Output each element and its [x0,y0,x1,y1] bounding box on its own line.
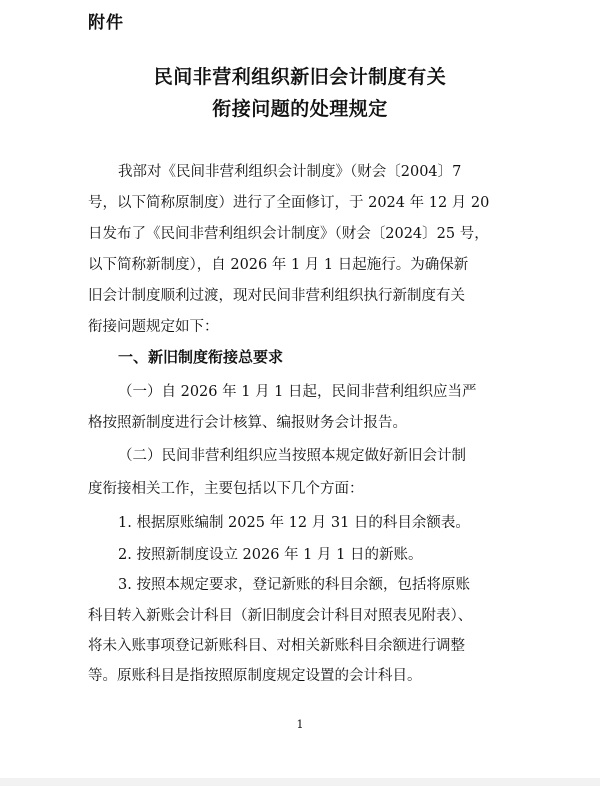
intro-line: 旧会计制度顺利过渡，现对民间非营利组织执行新制度有关 [88,288,465,304]
section-heading: 一、新旧制度衔接总要求 [118,348,284,366]
intro-line: 日发布了《民间非营利组织会计制度》（财会〔2024〕25 号， [88,226,489,242]
list-item: 1. 根据原账编制 2025 年 12 月 31 日的科目余额表。 [118,515,470,531]
attachment-label: 附件 [88,13,124,33]
list-item: 3. 按照本规定要求，登记新账的科目余额，包括将原账 [118,577,470,593]
document-title-line-2: 衔接问题的处理规定 [212,98,388,120]
intro-line: 我部对《民间非营利组织会计制度》（财会〔2004〕7 [118,164,462,180]
paragraph-line: 度衔接相关工作，主要包括以下几个方面： [88,481,364,497]
page-bottom-band [0,778,600,786]
page-number: 1 [296,718,304,731]
intro-line: 以下简称新制度），自 2026 年 1 月 1 日起施行。为确保新 [88,257,469,273]
paragraph-line: 格按照新制度进行会计核算、编报财务会计报告。 [88,415,407,431]
paragraph-line: （一）自 2026 年 1 月 1 日起，民间非营利组织应当严 [118,384,477,400]
paragraph-line: 科目转入新账会计科目（新旧制度会计科目对照表见附表）、 [88,608,473,624]
paragraph-line: （二）民间非营利组织应当按照本规定做好新旧会计制 [118,448,466,464]
intro-line: 号，以下简称原制度）进行了全面修订，于 2024 年 12 月 20 [88,195,490,211]
paragraph-line: 等。原账科目是指按照原制度规定设置的会计科目。 [88,668,422,684]
intro-line: 衔接问题规定如下： [88,319,219,335]
list-item: 2. 按照新制度设立 2026 年 1 月 1 日的新账。 [118,547,423,563]
paragraph-line: 将未入账事项登记新账科目、对相关新账科目余额进行调整 [88,638,465,654]
document-title-line-1: 民间非营利组织新旧会计制度有关 [153,66,447,88]
